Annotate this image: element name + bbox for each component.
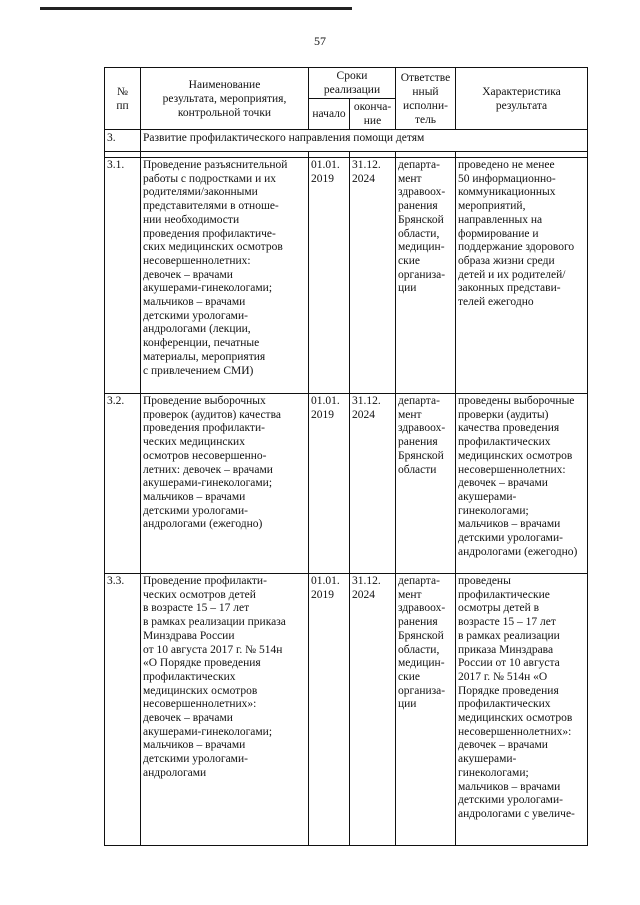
table-row (105, 158, 588, 394)
row-end: 31.12. 2024 (350, 574, 396, 846)
header-number: № пп (105, 68, 141, 130)
scan-edge-mark (40, 7, 352, 10)
header-responsible: Ответстве нный исполни- тель (396, 68, 456, 130)
header-result: Характеристика результата (456, 68, 588, 130)
header-name: Наименование результата, мероприятия, контрольной точки (141, 68, 309, 130)
section-row (105, 130, 588, 152)
page-number: 57 (314, 34, 326, 48)
row-result: проведены профилактические осмотры детей в возрасте 15 – 17 лет в рамках реализации приказа Минздрава России от 10 августа 2017 г. № 514н «О Порядке проведения профилактических медицинских осмотров несовершеннолетних»: девочек – врачами акушерами- гинекологами; мальчиков – врачами детскими урологами- андрологами с увеличе- (456, 574, 588, 846)
row-result: проведены выборочные проверки (аудиты) качества проведения профилактических медицинских осмотров несовершеннолетних: девочек – врачами акушерами- гинекологами; мальчиков – врачами детскими урологами- андрологами (ежегодно) (456, 394, 588, 574)
row-number: 3.3. (105, 574, 141, 846)
row-responsible: департа- мент здравоох- ранения Брянской области (396, 394, 456, 574)
row-end: 31.12. 2024 (350, 394, 396, 574)
row-number: 3.2. (105, 394, 141, 574)
row-name: Проведение выборочных проверок (аудитов) качества проведения профилакти- ческих медицинских осмотров несовершенно- летних: девочек – врачами акушерами-гинекологами; мальчиков – врачами детскими урологами- андрологами (ежегодно) (141, 394, 309, 574)
header-end: оконча- ние (350, 99, 396, 130)
section-number: 3. (105, 130, 141, 152)
table-row (105, 574, 588, 846)
row-start: 01.01. 2019 (309, 394, 350, 574)
row-responsible: департа- мент здравоох- ранения Брянской области, медицин- ские организа- ции (396, 574, 456, 846)
header-start: начало (309, 99, 350, 130)
row-start: 01.01. 2019 (309, 574, 350, 846)
row-result: проведено не менее 50 информационно- коммуникационных мероприятий, направленных на формирование и поддержание здорового образа жизни среди детей и их родителей/ законных представи- телей ежегодно (456, 158, 588, 394)
row-name: Проведение профилакти- ческих осмотров детей в возрасте 15 – 17 лет в рамках реализации приказа Минздрава России от 10 августа 2017 г. № 514н «О Порядке проведения профилактических медицинских осмотров несовершеннолетних»: девочек – врачами акушерами-гинекологами; мальчиков – врачами детскими урологами- андрологами (141, 574, 309, 846)
row-start: 01.01. 2019 (309, 158, 350, 394)
row-responsible: департа- мент здравоох- ранения Брянской области, медицин- ские организа- ции (396, 158, 456, 394)
table-row (105, 394, 588, 574)
section-title: Развитие профилактического направления помощи детям (141, 130, 588, 152)
row-number: 3.1. (105, 158, 141, 394)
header-dates: Сроки реализации (309, 68, 396, 99)
row-name: Проведение разъяснительной работы с подростками и их родителями/законными представителями в отноше- нии необходимости проведения профилактиче- ских медицинских осмотров несовершеннолетних: девочек – врачами акушерами-гинекологами; мальчиков – врачами детскими урологами- андрологами (лекции, конференции, печатные материалы, мероприятия с привлечением СМИ) (141, 158, 309, 394)
measures-table (104, 67, 588, 846)
row-end: 31.12. 2024 (350, 158, 396, 394)
